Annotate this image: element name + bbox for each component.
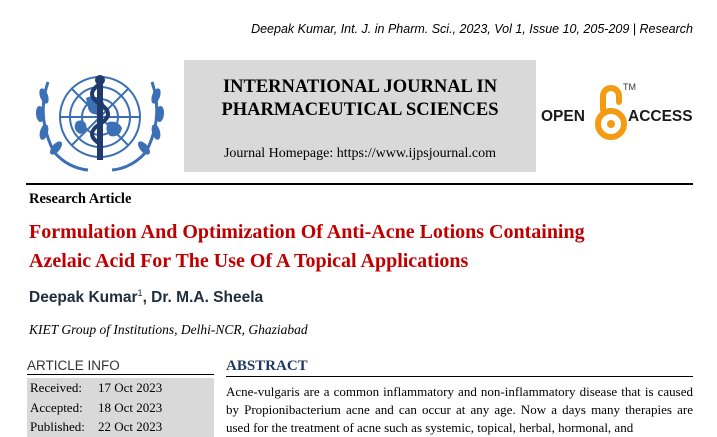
- open-access-open-text: OPEN: [541, 108, 585, 125]
- date-value: 18 Oct 2023: [98, 399, 163, 415]
- journal-name: [184, 76, 536, 122]
- date-label: Received:: [30, 380, 82, 395]
- open-access-tm: TM: [623, 82, 636, 92]
- author-1[interactable]: Deepak Kumar: [29, 289, 138, 307]
- article-type: Research Article: [29, 191, 132, 207]
- article-title-line2: Azelaic Acid For The Use Of A Topical Applications: [29, 250, 469, 272]
- date-value: 17 Oct 2023: [98, 380, 163, 395]
- article-dates: [27, 378, 214, 437]
- article-title-line1: Formulation And Optimization Of Anti-Acne Lotions Containing: [29, 221, 585, 243]
- date-label: Accepted:: [30, 399, 83, 415]
- date-value: 22 Oct 2023: [98, 419, 163, 434]
- journal-name-line1: INTERNATIONAL JOURNAL IN: [222, 77, 498, 97]
- author-2[interactable]: , Dr. M.A. Sheela: [142, 289, 264, 307]
- date-accepted: [27, 398, 214, 418]
- author-1-affiliation-mark: 1: [137, 288, 143, 298]
- open-access-access-text: ACCESS: [628, 108, 693, 125]
- open-access-badge: [541, 80, 696, 142]
- date-label: Published:: [30, 419, 85, 434]
- journal-homepage[interactable]: Journal Homepage: https://www.ijpsjournal.com: [223, 146, 497, 161]
- date-received: [27, 378, 214, 398]
- citation-header: Deepak Kumar, Int. J. in Pharm. Sci., 2023, Vol 1, Issue 10, 205-209 | Research: [251, 22, 693, 36]
- journal-name-line2: PHARMACEUTICAL SCIENCES: [221, 100, 499, 120]
- abstract-line: by Propionibacterium acne and can occur at any age. Now a days many therapies are: [226, 402, 693, 417]
- article-title: [29, 218, 689, 276]
- abstract-heading: ABSTRACT: [226, 358, 693, 377]
- article-info-heading: ARTICLE INFO: [27, 358, 214, 375]
- journal-banner: [184, 60, 536, 172]
- header-divider: [26, 183, 693, 185]
- affiliation: KIET Group of Institutions, Delhi-NCR, Ghaziabad: [29, 322, 308, 337]
- abstract-line: used for the treatment of acne such as systemic, topical, herbal, hormonal, and: [226, 420, 634, 435]
- date-published: [27, 417, 214, 437]
- abstract-line: Acne-vulgaris are a common inflammatory and non-inflammatory disease that is caused: [226, 384, 693, 399]
- abstract-text: [226, 383, 693, 437]
- journal-logo: [26, 62, 174, 172]
- author-list: [29, 288, 263, 307]
